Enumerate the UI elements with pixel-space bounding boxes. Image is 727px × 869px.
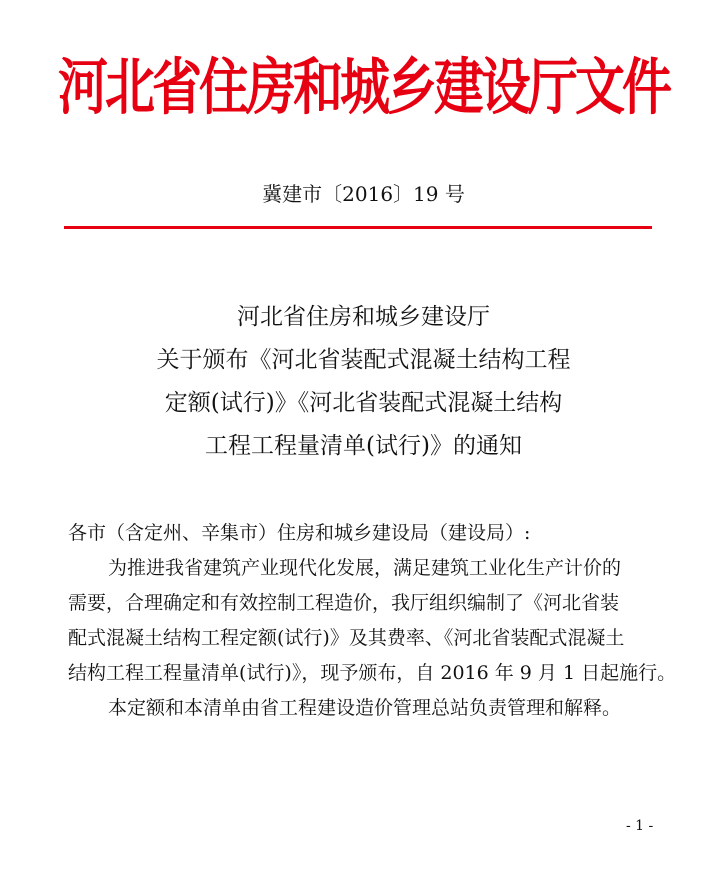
paragraph-1-line: 结构工程工程量清单(试行)》，现予颁布，自 2016 年 9 月 1 日起施行。 [68, 662, 677, 684]
document-header-title: 河北省住房和城乡建设厅文件 [58, 51, 669, 123]
notice-title-line: 关于颁布《河北省装配式混凝土结构工程 [156, 347, 571, 373]
notice-title-line: 定额(试行)》《河北省装配式混凝土结构 [164, 390, 563, 416]
page-number: - 1 - [626, 818, 654, 834]
notice-title-line: 工程工程量清单(试行)》的通知 [205, 433, 522, 459]
paragraph-1-line: 需要，合理确定和有效控制工程造价，我厅组织编制了《河北省装 [68, 592, 620, 614]
paragraph-1-line: 为推进我省建筑产业现代化发展，满足建筑工业化生产计价的 [108, 557, 622, 579]
notice-body [68, 516, 677, 726]
paragraph-1-line: 配式混凝土结构工程定额(试行)》及其费率、《河北省装配式混凝土 [68, 627, 625, 649]
header-divider [64, 226, 652, 229]
notice-title [0, 296, 727, 468]
paragraph-2: 本定额和本清单由省工程建设造价管理总站负责管理和解释。 [108, 697, 622, 719]
document-number: 冀建市〔2016〕19 号 [262, 182, 465, 206]
addressee-line: 各市（含定州、辛集市）住房和城乡建设局（建设局）: [68, 522, 531, 544]
notice-title-line: 河北省住房和城乡建设厅 [237, 304, 490, 330]
